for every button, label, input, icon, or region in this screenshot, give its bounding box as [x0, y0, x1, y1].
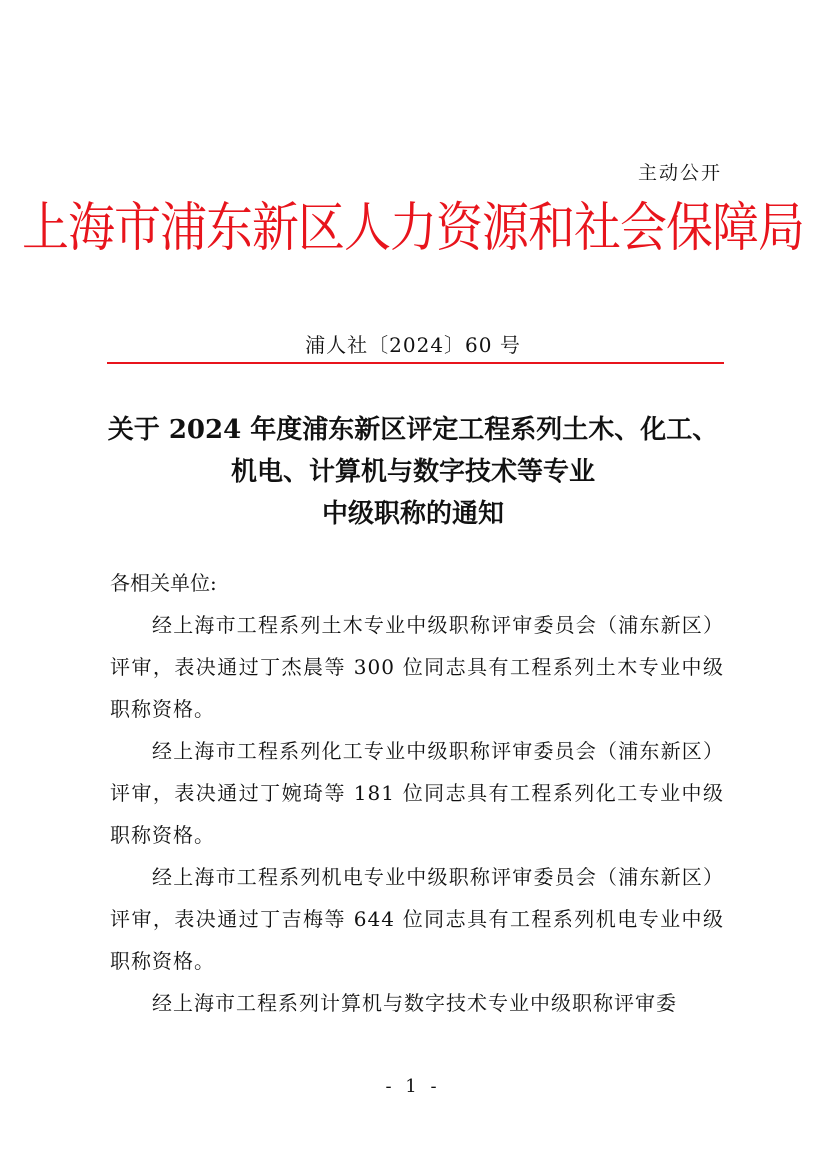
page-number: - 1 - — [385, 1076, 441, 1097]
red-divider — [107, 362, 724, 364]
issuer-name: 上海市浦东新区人力资源和社会保障局 — [22, 197, 804, 260]
disclosure-label: 主动公开 — [637, 162, 722, 184]
salutation: 各相关单位: — [110, 571, 217, 595]
paragraph-mechatronics: 经上海市工程系列机电专业中级职称评审委员会（浦东新区）评审，表决通过丁吉梅等 644 位同志具有工程系列机电专业中级职称资格。 — [110, 865, 724, 973]
title-line-1: 关于 2024 年度浦东新区评定工程系列土木、化工、 — [107, 415, 719, 445]
document-title — [60, 409, 766, 535]
title-line-3: 中级职称的通知 — [321, 499, 504, 529]
title-line-2: 机电、计算机与数字技术等专业 — [230, 457, 595, 487]
paragraph-chemical: 经上海市工程系列化工专业中级职称评审委员会（浦东新区）评审，表决通过丁婉琦等 181 位同志具有工程系列化工专业中级职称资格。 — [110, 739, 724, 847]
paragraph-civil: 经上海市工程系列土木专业中级职称评审委员会（浦东新区）评审，表决通过丁杰晨等 300 位同志具有工程系列土木专业中级职称资格。 — [110, 613, 724, 721]
document-body — [110, 562, 724, 1024]
paragraph-computing: 经上海市工程系列计算机与数字技术专业中级职称评审委 — [152, 991, 677, 1015]
document-number: 浦人社〔2024〕60 号 — [305, 333, 521, 357]
